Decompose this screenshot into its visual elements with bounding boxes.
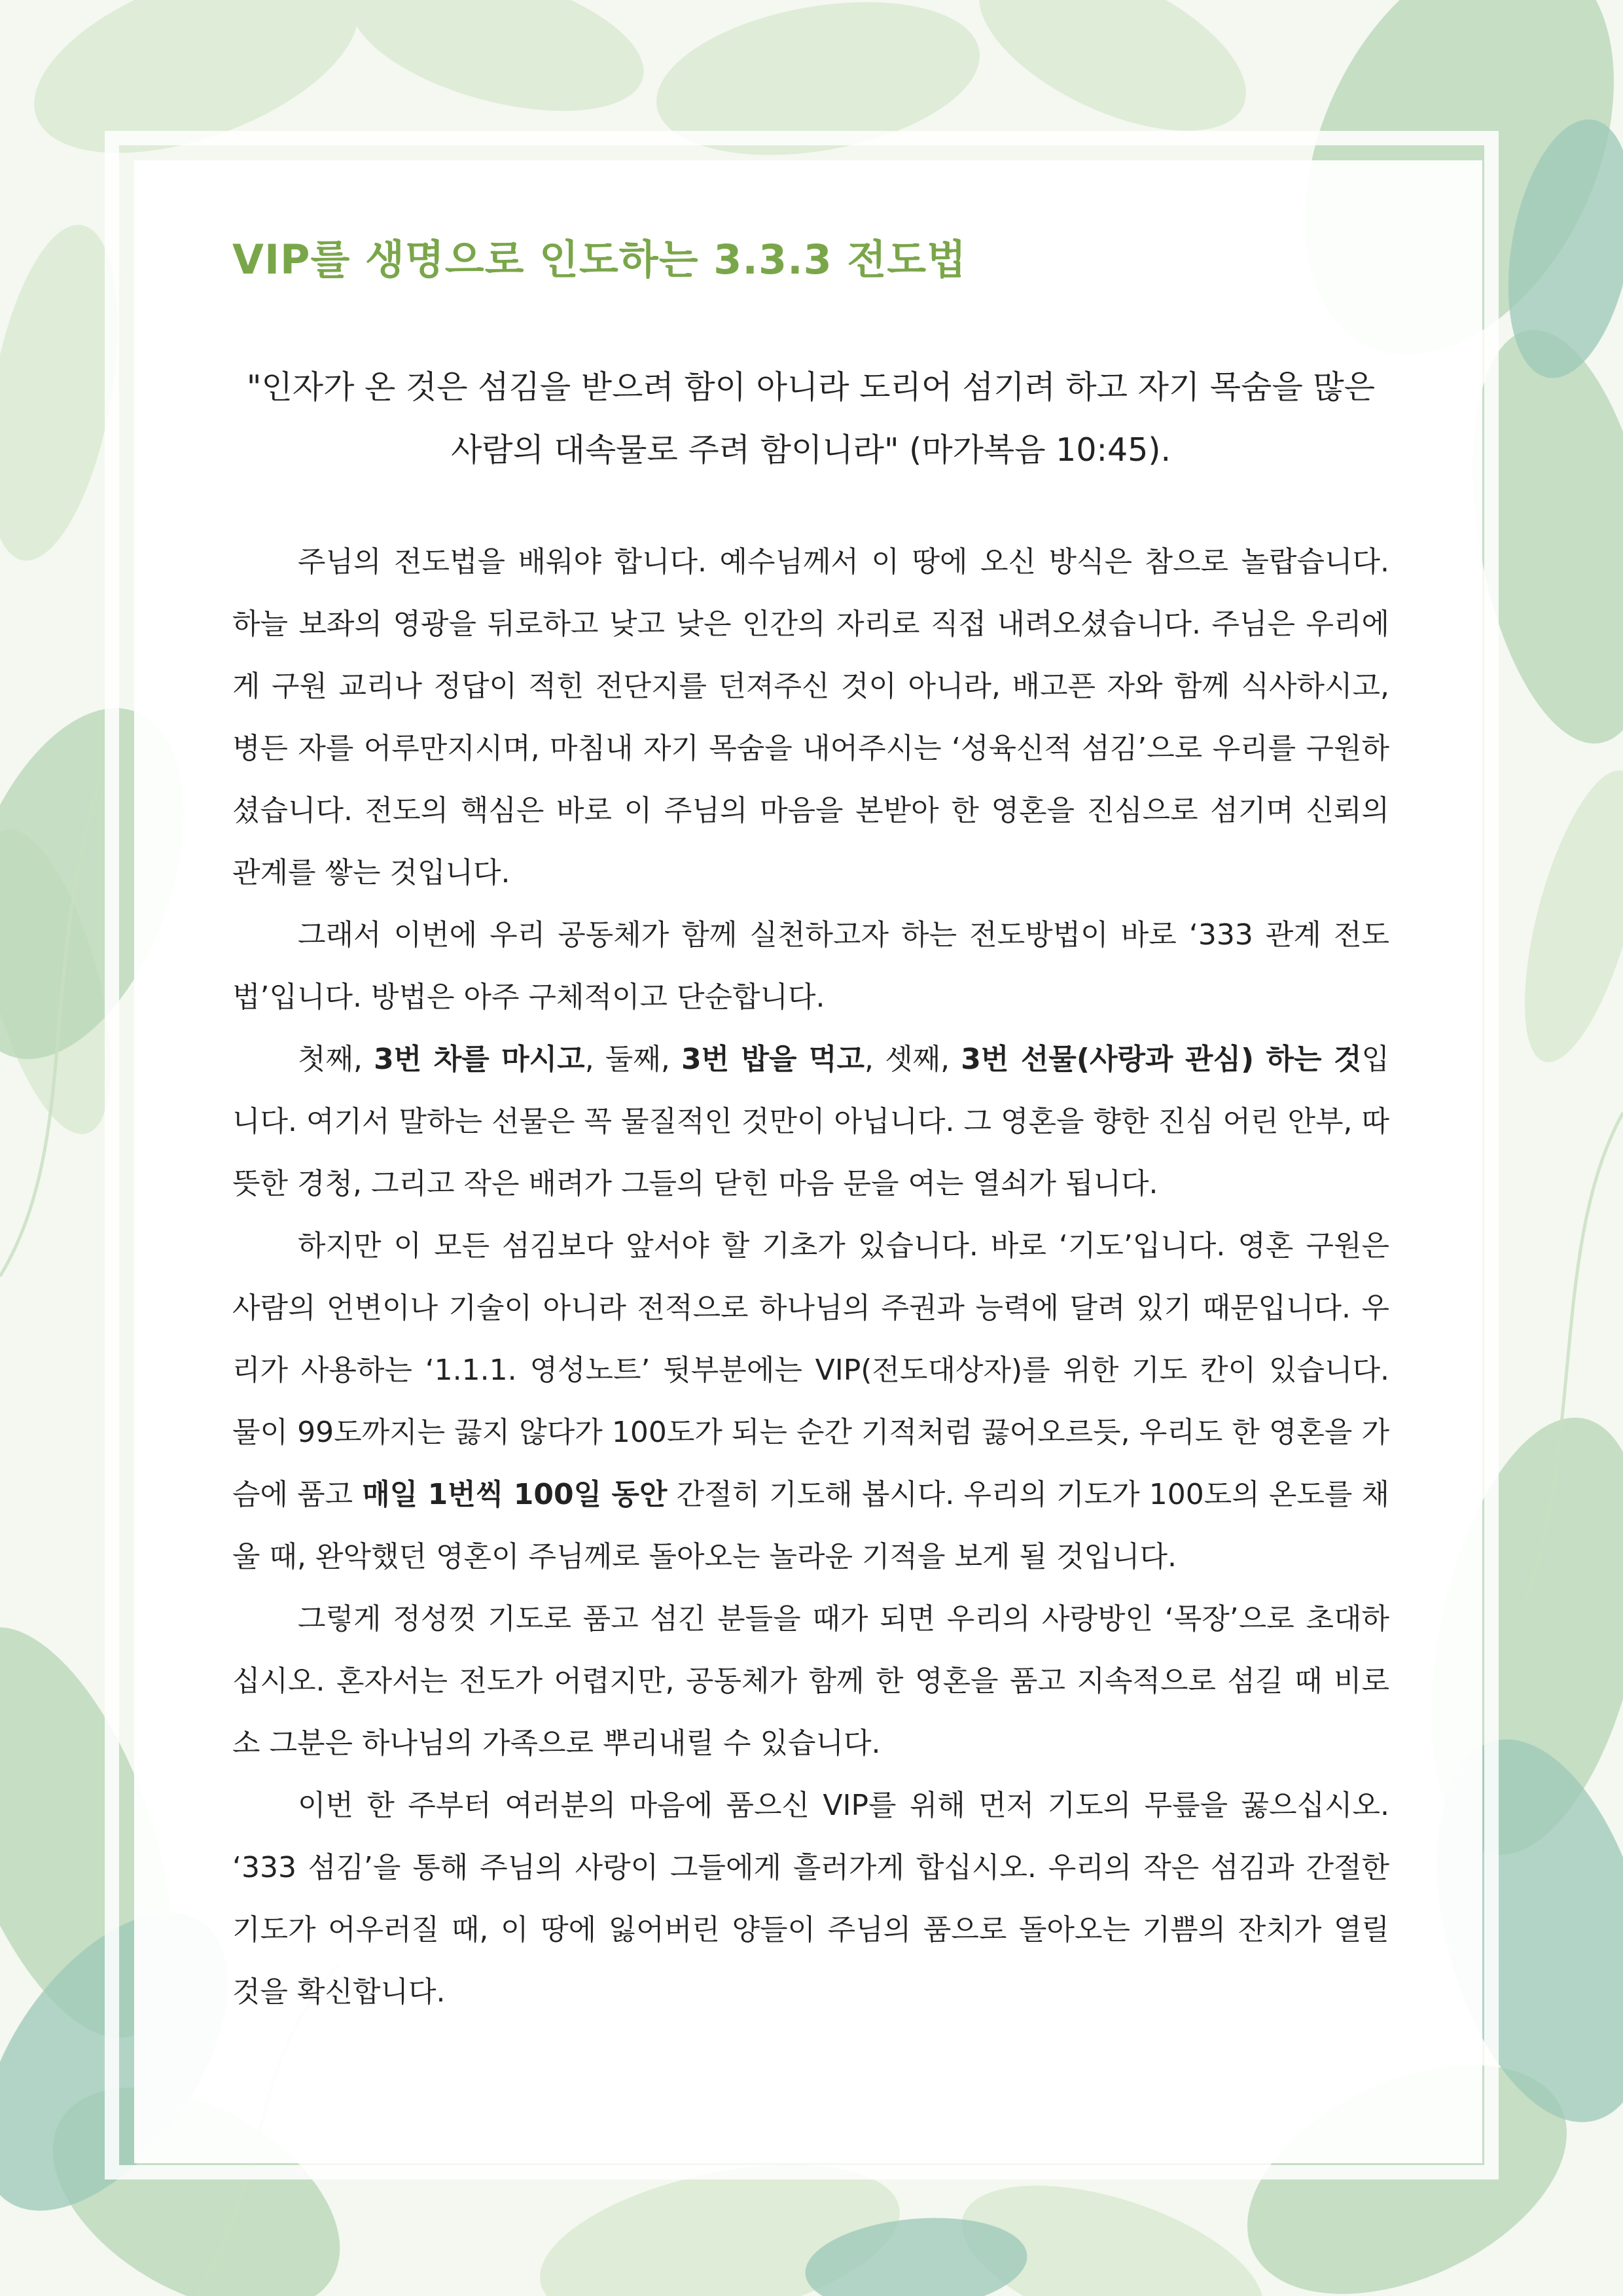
scripture-quote	[232, 356, 1389, 482]
emphasis-text: 매일 1번씩 100일 동안	[362, 1478, 668, 1512]
emphasis-text: 3번 차를 마시고	[374, 1043, 585, 1077]
document-body	[232, 236, 1389, 2023]
emphasis-text: 3번 밥을 먹고	[681, 1043, 865, 1077]
text-run: 입니다. 여기서 말하는 선물은 꼭 물질적인 것만이 아닙니다. 그 영혼을 향한 진심 어린 안부, 따뜻한 경청, 그리고 작은 배려가 그들의 닫힌 마음 문을 여는 열쇠가 됩니다.	[232, 1043, 1390, 1201]
page-title: VIP를 생명으로 인도하는 3.3.3 전도법	[232, 236, 967, 283]
paragraph: 그렇게 정성껏 기도로 품고 섬긴 분들을 때가 되면 우리의 사랑방인 ‘목장’으로 초대하십시오. 혼자서는 전도가 어렵지만, 공동체가 함께 한 영혼을 품고 지속적으로 섬길 때 비로소 그분은 하나님의 가족으로 뿌리내릴 수 있습니다.	[232, 1602, 1389, 1761]
paragraph: 이번 한 주부터 여러분의 마음에 품으신 VIP를 위해 먼저 기도의 무릎을 꿇으십시오. ‘333 섬김’을 통해 주님의 사랑이 그들에게 흘러가게 합십시오. 우리의 작은 섬김과 간절한 기도가 어우러질 때, 이 땅에 잃어버린 양들이 주님의 품으로 돌아오는 기쁨의 잔치가 열릴 것을 확신합니다.	[232, 1789, 1389, 2009]
text-run: 첫째,	[298, 1043, 374, 1077]
paragraph	[232, 1028, 1389, 1215]
paragraph: 그래서 이번에 우리 공동체가 함께 실천하고자 하는 전도방법이 바로 ‘333 관계 전도법’입니다. 방법은 아주 구체적이고 단순합니다.	[232, 918, 1389, 1014]
paragraph: 주님의 전도법을 배워야 합니다. 예수님께서 이 땅에 오신 방식은 참으로 놀랍습니다. 하늘 보좌의 영광을 뒤로하고 낮고 낮은 인간의 자리로 직접 내려오셨습니다. 주님은 우리에게 구원 교리나 정답이 적힌 전단지를 던져주신 것이 아니라, 배고픈 자와 함께 식사하시고, 병든 자를 어루만지시며, 마침내 자기 목숨을 내어주시는 ‘성육신적 섬김’으로 우리를 구원하셨습니다. 전도의 핵심은 바로 이 주님의 마음을 본받아 한 영혼을 진심으로 섬기며 신뢰의 관계를 쌓는 것입니다.	[232, 545, 1389, 890]
body-text	[232, 531, 1389, 2023]
scripture-quote-line: 사람의 대속물로 주려 함이니라" (마가복음 10:45).	[450, 431, 1171, 469]
text-run: 하지만 이 모든 섬김보다 앞서야 할 기초가 있습니다. 바로 ‘기도’입니다. 영혼 구원은 사람의 언변이나 기술이 아니라 전적으로 하나님의 주권과 능력에 달려 있기 때문입니다. 우리가 사용하는 ‘1.1.1. 영성노트’ 뒷부분에는 VIP(전도대상자)를 위한 기도 칸이 있습니다. 물이 99도까지는 끓지 않다가 100도가 되는 순간 기적처럼 끓어오르듯, 우리도 한 영혼을 가슴에 품고	[232, 1229, 1389, 1512]
paragraph	[232, 1215, 1389, 1588]
text-run: 간절히 기도해 봅시다. 우리의 기도가 100도의 온도를 채울 때, 완악했던 영혼이 주님께로 돌아오는 놀라운 기적을 보게 될 것입니다.	[232, 1478, 1389, 1574]
text-run: , 셋째,	[865, 1043, 961, 1077]
emphasis-text: 3번 선물(사랑과 관심) 하는 것	[961, 1043, 1362, 1077]
scripture-quote-line: "인자가 온 것은 섬김을 받으려 함이 아니라 도리어 섬기려 하고 자기 목숨을 많은	[246, 368, 1376, 406]
text-run: , 둘째,	[584, 1043, 681, 1077]
